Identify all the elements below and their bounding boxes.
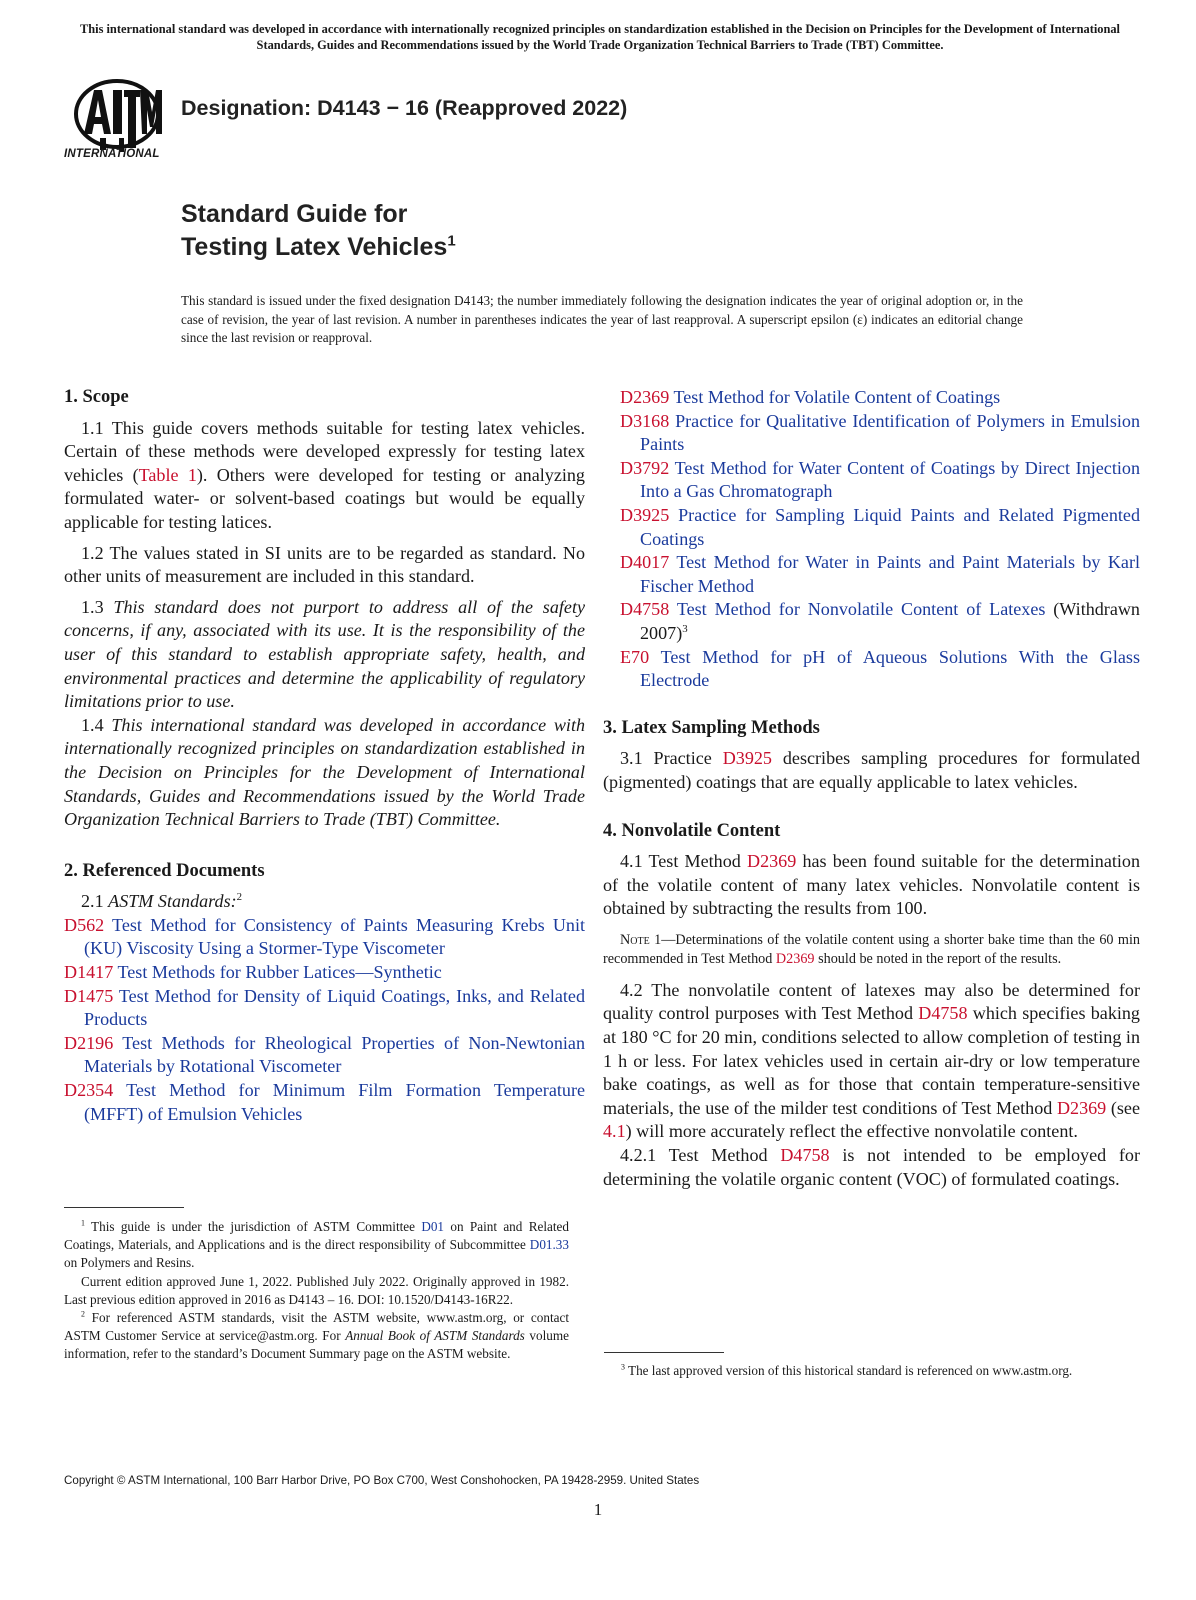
- link-table-1[interactable]: Table 1: [138, 464, 197, 485]
- footnote-3: $^3$ The last approved version of this historical standard is referenced on www.astm.org.: [621, 1362, 1073, 1378]
- ref-title-link[interactable]: Test Method for Density of Liquid Coatings, Inks, and Related Products: [84, 985, 585, 1030]
- document-title: [181, 198, 456, 264]
- paragraph-4-1: 4.1 Test Method D2369 has been found suitable for the determination of the volatile content of many latex vehicles. Nonvolatile content is obtained by subtracting the results from 100.: [603, 851, 1140, 919]
- link-d4758[interactable]: D4758: [918, 1003, 968, 1024]
- ref-code-link[interactable]: D4758: [620, 599, 670, 620]
- subsection-astm-standards: 2.1 ASTM Standards:$^2$: [81, 891, 243, 912]
- reference-e70: [620, 646, 1140, 693]
- paragraph-1-4: 1.4 This international standard was developed in accordance with internationally recognized principles on standardization established in the Decision on Principles for the Development of International Standards, Guides and Recommendations issued by the World Trade Organization Technical Barriers to Trade (TBT) Committee.: [64, 714, 586, 830]
- left-column: [64, 386, 585, 1126]
- right-column: [603, 386, 1141, 1198]
- link-d4758[interactable]: D4758: [780, 1145, 830, 1166]
- section-heading-referenced-documents: 2. Referenced Documents: [64, 860, 265, 881]
- intro-paragraph: This standard is issued under the fixed designation D4143; the number immediately following the designation indicates the year of original adoption or, in the case of revision, the year of last revision. A number in parentheses indicates the year of last reapproval. A superscript epsilon (ε) indicates an editorial change since the last revision or reapproval.: [181, 293, 1023, 345]
- reference-d2369: [620, 386, 1140, 410]
- paragraph-1-1: 1.1 This guide covers methods suitable for testing latex vehicles. Certain of these methods were developed expressly for testing latex vehicles (Table 1). Others were developed for testing or analyzing formulated water- or solvent-based coatings but would be equally applicable for testing latices.: [64, 417, 585, 532]
- footnote-2: $^2$ For referenced ASTM standards, visit the ASTM website, www.astm.org, or contact ASTM Customer Service at service@astm.org. For Annual Book of ASTM Standards volume information, refer to the standard’s Document Summary page on the ASTM website.: [64, 1309, 569, 1362]
- page-number: 1: [593, 1500, 603, 1519]
- ref-code-link[interactable]: D3792: [620, 457, 670, 478]
- reference-d3925: [620, 504, 1140, 551]
- ref-code-link[interactable]: D1475: [64, 985, 114, 1006]
- ref-code-link[interactable]: D1417: [64, 962, 114, 983]
- logo-text: INTERNATIONAL: [64, 148, 160, 160]
- section-heading-scope: 1. Scope: [64, 387, 129, 407]
- link-subcommittee-d01-33[interactable]: D01.33: [529, 1237, 569, 1253]
- ref-title-link[interactable]: Test Method for Nonvolatile Content of Latexes: [669, 599, 1046, 620]
- paragraph-3-1: 3.1 Practice D3925 describes sampling procedures for formulated (pigmented) coatings that are equally applicable to latex vehicles.: [603, 748, 1140, 792]
- reference-d4758: [620, 598, 1140, 645]
- link-committee-d01[interactable]: D01: [421, 1219, 445, 1234]
- section-heading-nonvolatile-content: 4. Nonvolatile Content: [603, 820, 781, 841]
- footnote-rule-right: [604, 1352, 724, 1353]
- ref-code-link[interactable]: D2354: [64, 1080, 114, 1101]
- footnote-rule-left: [64, 1207, 184, 1208]
- title-footnote-marker: 1: [447, 232, 456, 250]
- ref-code-link[interactable]: D3168: [620, 410, 670, 431]
- ref-title-link[interactable]: Test Method for Consistency of Paints Measuring Krebs Unit (KU) Viscosity Using a Stormer-Type Viscometer: [84, 914, 585, 959]
- footnotes-left: [64, 1218, 569, 1364]
- title-line-2: Testing Latex Vehicles: [181, 233, 448, 261]
- reference-d1475: [64, 985, 585, 1032]
- ref-code-link[interactable]: D2369: [620, 387, 670, 407]
- link-d3925[interactable]: D3925: [722, 748, 772, 769]
- footnote-1: $^1$ This guide is under the jurisdiction of ASTM Committee D01 on Paint and Related Coatings, Materials, and Applications and is the direct responsibility of Subcommittee D01.33 on Polymers and Resins.: [64, 1218, 569, 1271]
- footnote-1-edition: Current edition approved June 1, 2022. Published July 2022. Originally approved in 1982. Last previous edition approved in 2016 as D4143 – 16. DOI: 10.1520/D4143-16R22.: [64, 1273, 569, 1307]
- ref-code-link[interactable]: D2196: [64, 1032, 114, 1053]
- link-d2369[interactable]: D2369: [775, 950, 815, 967]
- ref-title-link[interactable]: Test Method for Minimum Film Formation Temperature (MFFT) of Emulsion Vehicles: [84, 1080, 585, 1124]
- ref-title-link[interactable]: Test Method for Water Content of Coatings by Direct Injection Into a Gas Chromatograph: [640, 457, 1140, 502]
- reference-d2196: [64, 1032, 585, 1079]
- paragraph-4-2: 4.2 The nonvolatile content of latexes may also be determined for quality control purposes with Test Method D4758 which specifies baking at 180 °C for 20 min, conditions selected to allow completion of testing in 1 h or less. For latex vehicles used in certain air-dry or low temperature bake coatings, as well as for those that contain temperature-sensitive materials, the use of the milder test conditions of Test Method D2369 (see 4.1) will more accurately reflect the effective nonvolatile content.: [603, 979, 1140, 1142]
- reference-d562: [64, 914, 585, 961]
- ref-code-link[interactable]: E70: [620, 646, 650, 667]
- paragraph-1-2: 1.2 The values stated in SI units are to be regarded as standard. No other units of measurement are included in this standard.: [64, 542, 585, 587]
- paragraph-4-2-1: 4.2.1 Test Method D4758 is not intended to be employed for determining the volatile organic content (VOC) of formulated coatings.: [603, 1145, 1141, 1189]
- footnote-marker-3: 3: [682, 622, 688, 635]
- reference-d1417: [64, 961, 585, 985]
- reference-d3168: [620, 410, 1140, 457]
- link-d2369[interactable]: D2369: [1056, 1097, 1107, 1118]
- link-d2369[interactable]: D2369: [747, 851, 797, 872]
- top-notice: This international standard was developed in accordance with internationally recognized principles on standardization established in the Decision on Principles for the Development of International Standards, Guides and Recommendations issued by the World Trade Organization Technical Barriers to Trade (TBT) Committee.: [79, 22, 1121, 52]
- link-section-4-1[interactable]: 4.1: [603, 1121, 626, 1142]
- ref-title-link[interactable]: Test Method for Water in Paints and Paint Materials by Karl Fischer Method: [640, 552, 1140, 596]
- astm-logo: [64, 72, 168, 168]
- footnotes-right: [604, 1362, 1109, 1380]
- ref-title-link[interactable]: Practice for Qualitative Identification of Polymers in Emulsion Paints: [640, 410, 1140, 455]
- note-1: Note 1—Determinations of the volatile content using a shorter bake time than the 60 min recommended in Test Method D2369 should be noted in the report of the results.: [603, 931, 1140, 967]
- withdrawn-note: (Withdrawn 2007): [640, 599, 1140, 643]
- paragraph-1-3: 1.3 This standard does not purport to address all of the safety concerns, if any, associated with its use. It is the responsibility of the user of this standard to establish appropriate safety, health, and environmental practices and determine the applicability of regulatory limitations prior to use.: [64, 596, 585, 712]
- section-heading-latex-sampling: 3. Latex Sampling Methods: [603, 717, 820, 738]
- ref-code-link[interactable]: D4017: [620, 552, 670, 573]
- reference-d2354: [64, 1079, 585, 1126]
- designation: Designation: D4143 − 16 (Reapproved 2022): [181, 96, 628, 120]
- ref-code-link[interactable]: D3925: [620, 504, 670, 525]
- ref-title-link[interactable]: Test Methods for Rheological Properties of Non-Newtonian Materials by Rotational Viscometer: [84, 1032, 585, 1077]
- reference-d3792: [620, 457, 1140, 504]
- ref-title-link[interactable]: Test Method for pH of Aqueous Solutions With the Glass Electrode: [640, 646, 1140, 691]
- copyright-line: Copyright © ASTM International, 100 Barr Harbor Drive, PO Box C700, West Conshohocken, PA 19428-2959. United States: [64, 1474, 700, 1487]
- reference-d4017: [620, 551, 1140, 598]
- ref-code-link[interactable]: D562: [64, 914, 105, 935]
- ref-title-link[interactable]: Test Method for Volatile Content of Coatings: [669, 387, 1001, 407]
- ref-title-link[interactable]: Practice for Sampling Liquid Paints and Related Pigmented Coatings: [640, 504, 1140, 549]
- title-line-1: Standard Guide for: [181, 200, 408, 228]
- ref-title-link[interactable]: Test Methods for Rubber Latices—Synthetic: [113, 962, 442, 983]
